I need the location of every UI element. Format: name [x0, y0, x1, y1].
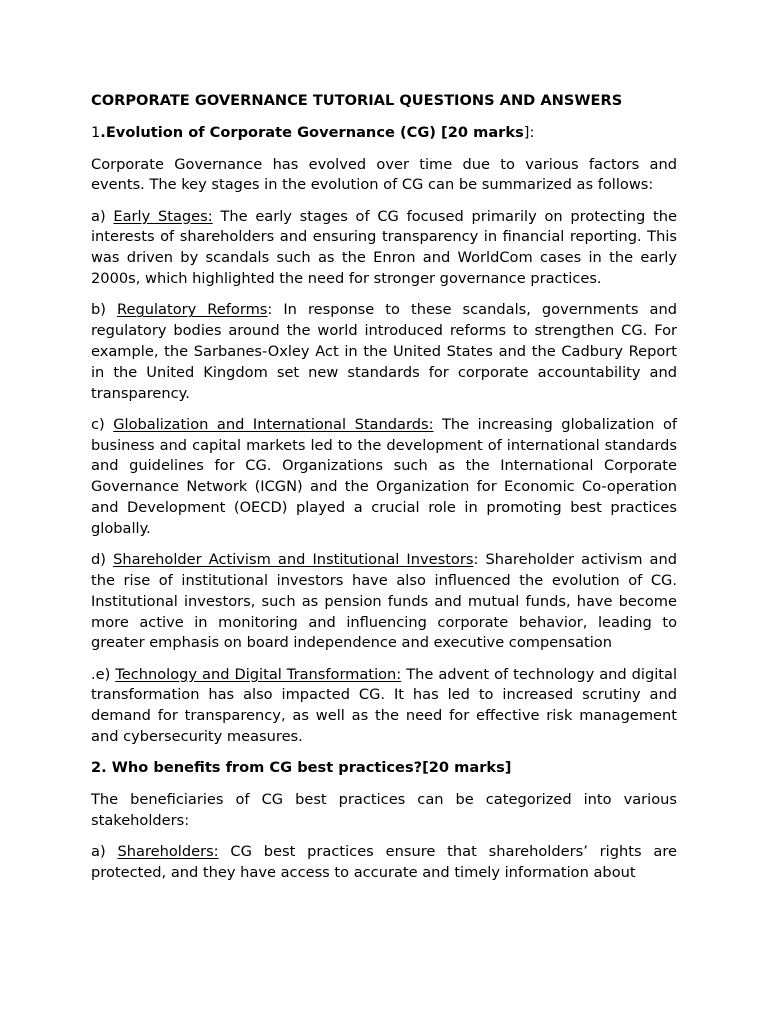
question-1-item-c — [91, 415, 677, 540]
question-1-item-e — [91, 665, 677, 748]
item-text: The advent of technology and digital transformation has also impacted CG. It has led to increased scrutiny and demand for transparency, as well as the need for effective risk management and cybersecurity measures. — [91, 665, 678, 746]
item-text: The early stages of CG focused primarily on protecting the interests of shareholders and ensuring transparency in financial reporting. This was driven by scandals such as the Enron and WorldCom cases in the early 2000s, which highlighted the need for stronger governance practices. — [91, 207, 677, 288]
item-label: Shareholders: — [117, 843, 219, 861]
item-text: CG best practices ensure that shareholders’ rights are protected, and they have access to accurate and timely information about — [91, 843, 677, 881]
item-text: The increasing globalization of business and capital markets led to the development of international standards and guidelines for CG. Organizations such as the International Corporate Governance Network (ICGN) and the Organization for Economic Co-operation and Development (OECD) played a crucial role in promoting best practices globally. — [91, 415, 678, 537]
item-prefix: a) — [91, 843, 118, 861]
item-prefix: b) — [91, 301, 117, 319]
item-text: : In response to these scandals, governments and regulatory bodies around the world introduced reforms to strengthen CG. For example, the Sarbanes-Oxley Act in the United States and the Cadbury Report in the United Kingdom set new standards for corporate accountability and transparency. — [91, 301, 677, 402]
question-1-heading-tail: ]: — [523, 123, 535, 141]
question-1-item-d — [91, 550, 677, 654]
question-2-intro: The beneficiaries of CG best practices can be categorized into various stakeholders: — [91, 791, 677, 829]
item-prefix: d) — [91, 551, 114, 569]
item-prefix: .e) — [91, 665, 116, 683]
item-prefix: a) — [91, 207, 114, 225]
question-1-number: 1 — [91, 123, 101, 141]
question-1-intro: Corporate Governance has evolved over time due to various factors and events. The key stages in the evolution of CG can be summarized as follows: — [91, 155, 677, 194]
item-label: Technology and Digital Transformation: — [115, 665, 402, 683]
question-1-heading — [91, 123, 677, 144]
question-1-heading-text: .Evolution of Corporate Governance (CG) [20 marks — [100, 123, 524, 141]
item-label: Early Stages: — [113, 207, 213, 225]
item-label: Regulatory Reforms — [117, 301, 268, 319]
item-label: Globalization and International Standards: — [113, 415, 434, 433]
item-label: Shareholder Activism and Institutional Investors — [113, 551, 474, 569]
question-1-item-b — [91, 300, 677, 404]
question-1-item-a — [91, 207, 677, 290]
document-title: CORPORATE GOVERNANCE TUTORIAL QUESTIONS AND ANSWERS — [91, 92, 623, 109]
document-page — [91, 91, 677, 894]
question-2-item-a — [91, 842, 677, 884]
item-text: : Shareholder activism and the rise of institutional investors have also influenced the evolution of CG. Institutional investors, such as pension funds and mutual funds, have become more active in monitoring and influencing corporate behavior, leading to greater emphasis on board independence and executive compensation — [91, 551, 677, 652]
item-prefix: c) — [91, 415, 114, 433]
question-2-heading: 2. Who benefits from CG best practices?[20 marks] — [91, 759, 512, 777]
